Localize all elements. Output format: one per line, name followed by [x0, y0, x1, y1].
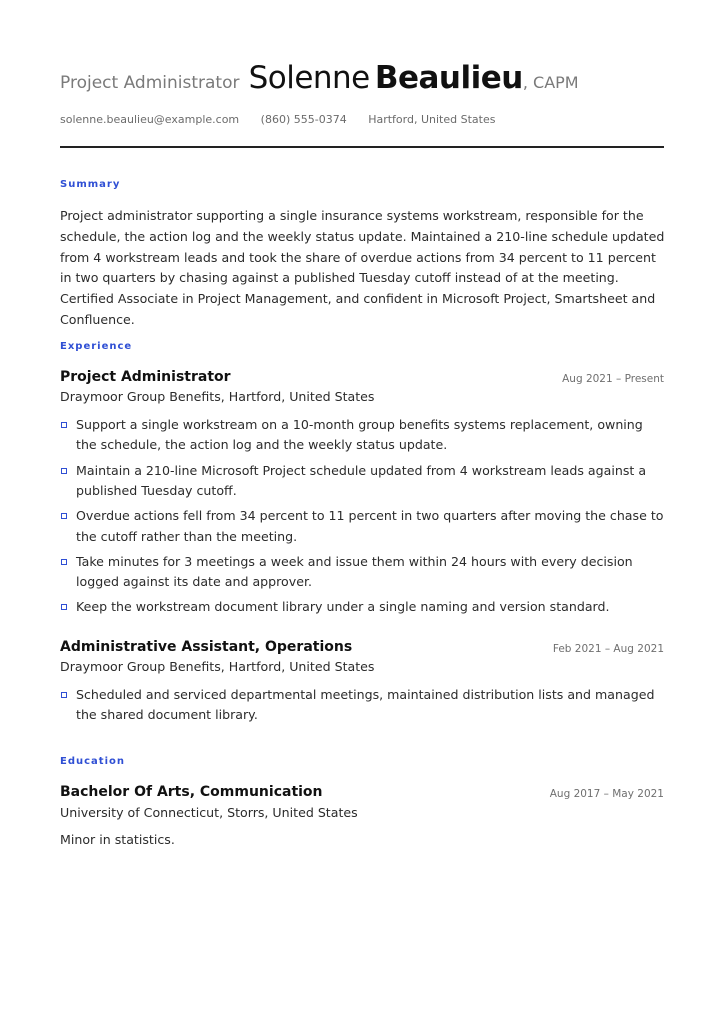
bullet-marker-icon: [61, 422, 67, 428]
credential: , CAPM: [522, 73, 579, 92]
location: Hartford, United States: [368, 113, 496, 126]
job-bullet: [60, 461, 666, 502]
job-dates: Aug 2021 – Present: [562, 373, 664, 385]
last-name: Beaulieu: [374, 60, 523, 96]
experience-heading: Experience: [60, 341, 133, 352]
job-employer: Draymoor Group Benefits, Hartford, United States: [60, 389, 375, 404]
job-dates: Feb 2021 – Aug 2021: [552, 643, 664, 655]
header-divider: [60, 146, 664, 148]
job-title: Project Administrator: [60, 369, 231, 385]
bullet-text: Keep the workstream document library under a single naming and version standard.: [76, 599, 610, 615]
degree-title: Bachelor Of Arts, Communication: [60, 784, 323, 800]
job-title: Administrative Assistant, Operations: [60, 639, 353, 655]
bullet-marker-icon: [61, 692, 67, 698]
contact-line: [60, 113, 513, 126]
job-bullet: [60, 415, 666, 456]
job-bullet: [60, 597, 666, 617]
phone: (860) 555-0374: [260, 113, 347, 126]
school-name: University of Connecticut, Storrs, United States: [60, 805, 358, 820]
education-dates: Aug 2017 – May 2021: [549, 788, 664, 800]
bullet-text: Maintain a 210-line Microsoft Project schedule updated from 4 workstream leads against a published Tuesday cutoff.: [76, 462, 647, 499]
bullet-text: Scheduled and serviced departmental meetings, maintained distribution lists and managed the shared document library.: [76, 687, 655, 723]
education-heading: Education: [60, 756, 125, 767]
summary-text: Project administrator supporting a single insurance systems workstream, responsible for the schedule, the action log and the weekly status update. Maintained a 210-line schedule updated from 4 workstream leads and took the share of overdue actions from 34 percent to 11 percent in two quarters by chasing against a published Tuesday cutoff instead of at the meeting. Certified Associate in Project Management, and confident in Microsoft Project, Smartsheet and Confluence.: [60, 208, 665, 327]
education-note: Minor in statistics.: [60, 832, 175, 847]
bullet-marker-icon: [61, 604, 67, 610]
role-title: Project Administrator: [60, 73, 240, 93]
job-bullets: [60, 685, 666, 731]
resume-header: [60, 58, 664, 103]
bullet-marker-icon: [61, 559, 67, 565]
bullet-text: Take minutes for 3 meetings a week and issue them within 24 hours with every decision logged against its date and approver.: [76, 553, 633, 590]
bullet-marker-icon: [61, 513, 67, 519]
bullet-text: Overdue actions fell from 34 percent to 11 percent in two quarters after moving the chase to the cutoff rather than the meeting.: [76, 508, 664, 544]
first-name: Solenne: [248, 60, 370, 96]
bullet-text: Support a single workstream on a 10-month group benefits systems replacement, owning the schedule, the action log and the weekly status update.: [76, 417, 643, 453]
job-bullet: [60, 685, 666, 726]
summary-heading: Summary: [60, 179, 121, 190]
job-bullets: [60, 415, 666, 623]
job-bullet: [60, 552, 666, 593]
email: solenne.beaulieu@example.com: [60, 113, 240, 126]
bullet-marker-icon: [61, 468, 67, 474]
job-bullet: [60, 506, 666, 547]
job-employer: Draymoor Group Benefits, Hartford, United States: [60, 659, 375, 674]
